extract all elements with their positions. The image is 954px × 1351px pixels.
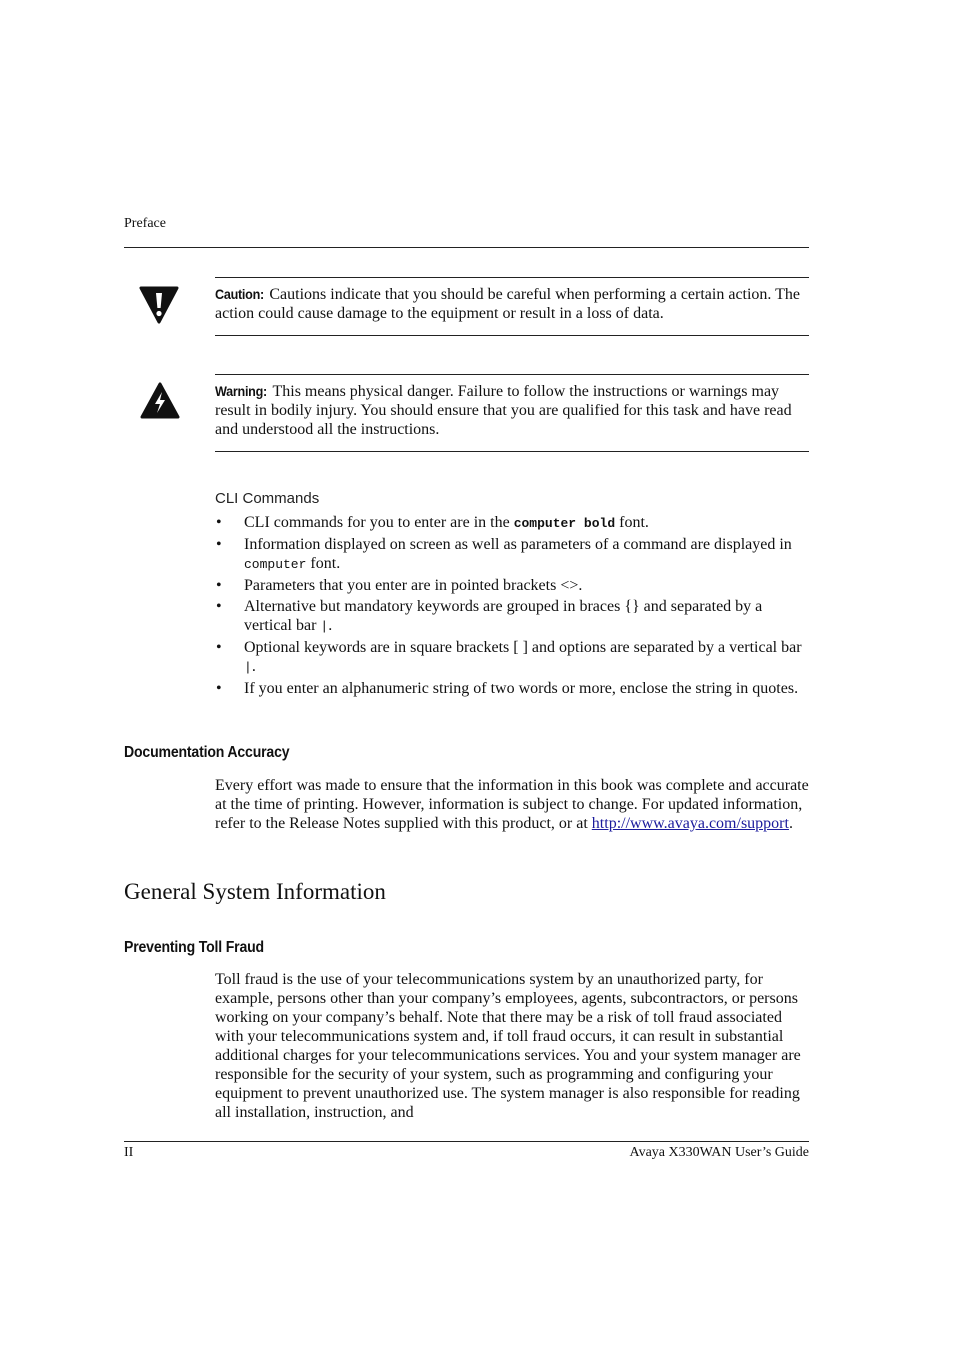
cli-commands-heading: CLI Commands [215, 490, 320, 507]
cli-conventions-list [215, 513, 809, 700]
list-item: • Information displayed on screen as well as parameters of a command are displayed in computer font. [215, 535, 809, 574]
warning-lightning-icon [140, 381, 180, 421]
list-item: • Parameters that you enter are in pointed brackets <>. [215, 576, 809, 595]
warning-top-rule [215, 374, 809, 375]
documentation-accuracy-heading: Documentation Accuracy [124, 744, 290, 761]
list-item: • Optional keywords are in square brackets [ ] and options are separated by a vertical bar |. [215, 638, 809, 677]
caution-exclamation-icon [139, 284, 179, 324]
warning-notice [215, 382, 809, 439]
list-item: • If you enter an alphanumeric string of two words or more, enclose the string in quotes. [215, 679, 809, 698]
general-system-information-heading: General System Information [124, 879, 386, 904]
documentation-accuracy-text: Every effort was made to ensure that the information in this book was complete and accurate at the time of printing. However, information is subject to change. For updated information, refer to the Release Notes supplied with this product, or at http://www.avaya.com/support. [215, 777, 809, 832]
list-item: • CLI commands for you to enter are in the computer bold font. [215, 513, 809, 533]
vertical-bar-sample: | [320, 619, 329, 634]
computer-font-sample: computer [244, 557, 307, 572]
warning-bottom-rule [215, 451, 809, 452]
warning-text: This means physical danger. Failure to follow the instructions or warnings may result in bodily injury. You should ensure that you are qualified for this task and have read and understood all the instructions. [215, 383, 792, 438]
computer-bold-sample: computer bold [513, 516, 616, 531]
caution-notice [215, 285, 809, 323]
caution-label: Caution: [215, 286, 264, 302]
book-title: Avaya X330WAN User’s Guide [629, 1145, 809, 1160]
footer-rule [124, 1141, 809, 1142]
page-number: II [124, 1145, 134, 1160]
list-item: • Alternative but mandatory keywords are grouped in braces {} and separated by a vertical bar |. [215, 597, 809, 636]
preventing-toll-fraud-heading: Preventing Toll Fraud [124, 939, 264, 956]
warning-label: Warning: [215, 383, 267, 399]
header-rule [124, 247, 809, 248]
running-header: Preface [124, 216, 166, 231]
caution-bottom-rule [215, 335, 809, 336]
toll-fraud-text: Toll fraud is the use of your telecommunications system by an unauthorized party, for example, persons other than your company’s employees, agents, subcontractors, or persons working on your company’s behalf. Note that there may be a risk of toll fraud associated with your telecommunications system and, if toll fraud occurs, it can result in substantial additional charges for your telecommunications services. You and your system manager are responsible for the security of your system, such as programming and configuring your equipment to prevent unauthorized use. The system manager is also responsible for reading all installation, instruction, and [215, 971, 801, 1121]
caution-text: Cautions indicate that you should be careful when performing a certain action. The action could cause damage to the equipment or result in a loss of data. [215, 286, 801, 322]
caution-top-rule [215, 277, 809, 278]
avaya-support-link[interactable]: http://www.avaya.com/support [591, 815, 789, 832]
vertical-bar-sample: | [244, 660, 252, 675]
